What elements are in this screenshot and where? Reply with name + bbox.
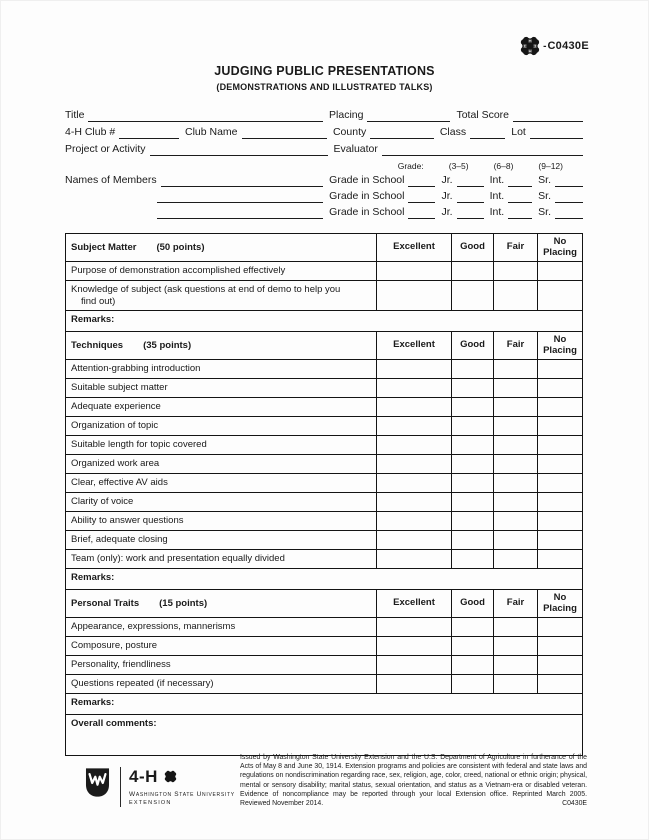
grade-blank[interactable] [408,206,435,219]
total-score-label: Total Score [456,109,509,121]
section-points: (50 points) [156,242,205,253]
rating-cell-no-placing[interactable] [538,474,583,493]
criterion-row [66,512,583,531]
rating-cell-excellent[interactable] [377,493,452,512]
criterion-row [66,675,583,694]
criterion-row [66,618,583,637]
member-name-blank[interactable] [157,206,323,219]
rating-cell-good[interactable] [452,550,494,569]
section-header-row [66,332,583,360]
placing-blank[interactable] [367,109,450,122]
rating-cell-no-placing[interactable] [538,455,583,474]
university-name: Washington State University [129,791,235,798]
rating-cell-no-placing[interactable] [538,550,583,569]
rating-header-no-placing: No Placing [538,590,583,618]
footer-publication-code: C0430E [558,799,587,808]
rating-cell-fair[interactable] [494,656,538,675]
form-subtitle: (DEMONSTRATIONS AND ILLUSTRATED TALKS) [216,82,433,92]
title-label: Title [65,109,85,121]
overall-comments-cell[interactable]: Overall comments: [66,715,583,756]
total-score-blank[interactable] [513,109,583,122]
criterion-row [66,281,583,311]
criterion-row [66,493,583,512]
criterion-label: Questions repeated (if necessary) [66,675,377,694]
rating-cell-excellent[interactable] [377,455,452,474]
criterion-row [66,550,583,569]
section-name: Personal Traits [71,598,140,609]
judging-table-body [66,234,583,756]
rating-cell-good[interactable] [452,417,494,436]
rating-cell-no-placing[interactable] [538,675,583,694]
section-name: Techniques [71,340,124,351]
club-number-label: 4-H Club # [65,126,116,138]
rating-cell-good[interactable] [452,675,494,694]
int-label: Int. [489,174,505,186]
lot-blank[interactable] [530,126,583,139]
rating-cell-fair[interactable] [494,637,538,656]
project-blank[interactable] [150,143,328,156]
grade-key-row [65,158,583,171]
rating-cell-good[interactable] [452,656,494,675]
club-name-label: Club Name [185,126,238,138]
criterion-row [66,379,583,398]
rating-cell-no-placing[interactable] [538,618,583,637]
criterion-label: Clarity of voice [66,493,377,512]
rating-cell-good[interactable] [452,360,494,379]
field-row-1 [65,105,583,122]
criterion-label: Organized work area [66,455,377,474]
wsu-shield-icon [84,767,111,798]
grade-range-senior: (9–12) [538,161,563,171]
jr-label: Jr. [441,206,453,218]
rating-header-excellent: Excellent [377,234,452,262]
sr-label: Sr. [538,174,551,186]
rating-cell-good[interactable] [452,398,494,417]
svg-text:H: H [532,44,538,48]
grade-range-junior: (3–5) [448,161,469,171]
grade-in-school-label: Grade in School [329,174,405,186]
rating-cell-excellent[interactable] [377,618,452,637]
criterion-row [66,417,583,436]
rating-cell-good[interactable] [452,637,494,656]
rating-cell-excellent[interactable] [377,637,452,656]
rating-cell-no-placing[interactable] [538,656,583,675]
rating-header-fair: Fair [494,234,538,262]
criterion-label: Ability to answer questions [66,512,377,531]
rating-cell-fair[interactable] [494,455,538,474]
rating-cell-fair[interactable] [494,360,538,379]
criterion-label: Composure, posture [66,637,377,656]
rating-cell-good[interactable] [452,262,494,281]
sr-label: Sr. [538,190,551,202]
rating-cell-excellent[interactable] [377,656,452,675]
remarks-row [66,694,583,715]
rating-header-excellent: Excellent [377,332,452,360]
rating-header-good: Good [452,234,494,262]
rating-header-excellent: Excellent [377,590,452,618]
member-row-3 [65,203,583,219]
jr-blank[interactable] [457,174,484,187]
jr-label: Jr. [441,190,453,202]
svg-text:H: H [528,48,532,54]
remarks-row [66,311,583,332]
legal-text: Issued by Washington State University Extension and the U.S. Department of Agriculture in furtherance of the Acts of May 8 and June 30, 1914. Extension programs and policies are consistent with federal and state laws and regulations on nondiscrimination regarding race, sex, religion, age, color, creed, national or ethnic origin; physical, mental or sensory disability; marital status, sexual orientation, and status as a Vietnam-era or disabled veteran. Evidence of noncompliance may be reported through your local Extension office. Reprinted March 2005. Reviewed November 2014. [240,754,587,807]
rating-cell-good[interactable] [452,493,494,512]
rating-cell-excellent[interactable] [377,379,452,398]
logo-text-block [129,767,235,806]
section-points: (35 points) [143,340,192,351]
overall-comments-row [66,715,583,756]
section-header-row [66,234,583,262]
rating-cell-no-placing[interactable] [538,637,583,656]
grade-key-label: Grade: [397,161,424,171]
criterion-row [66,656,583,675]
evaluator-blank[interactable] [382,143,583,156]
rating-cell-good[interactable] [452,474,494,493]
rating-header-no-placing: No Placing [538,234,583,262]
rating-cell-excellent[interactable] [377,360,452,379]
criterion-label: Team (only): work and presentation equally divided [66,550,377,569]
rating-cell-excellent[interactable] [377,417,452,436]
rating-cell-fair[interactable] [494,618,538,637]
club-number-blank[interactable] [119,126,179,139]
grade-in-school-label: Grade in School [329,206,405,218]
rating-cell-fair[interactable] [494,436,538,455]
rating-header-no-placing: No Placing [538,332,583,360]
criterion-row [66,398,583,417]
int-label: Int. [489,206,505,218]
int-blank[interactable] [508,206,532,219]
int-blank[interactable] [508,190,532,203]
rating-cell-excellent[interactable] [377,550,452,569]
rating-cell-fair[interactable] [494,550,538,569]
criterion-label: Attention-grabbing introduction [66,360,377,379]
member-row-2 [65,187,583,203]
criterion-row [66,474,583,493]
jr-label: Jr. [441,174,453,186]
rating-cell-good[interactable] [452,618,494,637]
header-fields [65,105,583,219]
criterion-label: Personality, friendliness [66,656,377,675]
rating-cell-excellent[interactable] [377,262,452,281]
field-row-2 [65,122,583,139]
rating-header-fair: Fair [494,332,538,360]
rating-cell-fair[interactable] [494,281,538,311]
remarks-cell[interactable]: Remarks: [66,311,583,332]
rating-cell-good[interactable] [452,455,494,474]
criterion-label: Organization of topic [66,417,377,436]
section-title-cell [66,590,377,618]
int-label: Int. [489,190,505,202]
member-row-1 [65,171,583,187]
jr-blank[interactable] [457,190,484,203]
remarks-row [66,569,583,590]
placing-label: Placing [329,109,364,121]
four-h-clover-icon [163,769,178,784]
class-blank[interactable] [470,126,505,139]
remarks-cell[interactable]: Remarks: [66,694,583,715]
rating-header-good: Good [452,332,494,360]
criterion-row [66,455,583,474]
rating-cell-excellent[interactable] [377,474,452,493]
footer-legal [240,753,587,808]
rating-cell-no-placing[interactable] [538,436,583,455]
criterion-label: Brief, adequate closing [66,531,377,550]
rating-cell-excellent[interactable] [377,436,452,455]
rating-cell-no-placing[interactable] [538,262,583,281]
criterion-label: Suitable subject matter [66,379,377,398]
criterion-row [66,637,583,656]
rating-cell-good[interactable] [452,531,494,550]
footer-logo-block [84,767,235,807]
top-code-block [518,34,589,58]
names-of-members-label: Names of Members [65,174,157,186]
rating-cell-no-placing[interactable] [538,379,583,398]
rating-cell-fair[interactable] [494,262,538,281]
section-points: (15 points) [159,598,208,609]
rating-cell-excellent[interactable] [377,531,452,550]
svg-text:H: H [528,38,532,44]
criterion-label: Purpose of demonstration accomplished effectively [66,262,377,281]
criterion-label: Appearance, expressions, mannerisms [66,618,377,637]
rating-cell-no-placing[interactable] [538,360,583,379]
member-indent [65,218,153,219]
rating-header-good: Good [452,590,494,618]
rating-header-fair: Fair [494,590,538,618]
section-title-cell [66,234,377,262]
judging-table [65,233,583,756]
section-title-cell [66,332,377,360]
dash-mark: - [543,40,547,52]
form-title: JUDGING PUBLIC PRESENTATIONS [214,64,435,78]
grade-blank[interactable] [408,174,435,187]
rating-cell-fair[interactable] [494,493,538,512]
criterion-label: Clear, effective AV aids [66,474,377,493]
rating-cell-fair[interactable] [494,417,538,436]
rating-cell-fair[interactable] [494,379,538,398]
rating-cell-no-placing[interactable] [538,398,583,417]
lot-label: Lot [511,126,526,138]
rating-cell-excellent[interactable] [377,281,452,311]
county-blank[interactable] [370,126,434,139]
club-name-blank[interactable] [242,126,327,139]
member-indent [65,202,153,203]
rating-cell-excellent[interactable] [377,398,452,417]
rating-cell-excellent[interactable] [377,512,452,531]
grade-in-school-label: Grade in School [329,190,405,202]
jr-blank[interactable] [457,206,484,219]
publication-code: C0430E [547,40,589,52]
remarks-cell[interactable]: Remarks: [66,569,583,590]
member-name-blank[interactable] [161,174,324,187]
rating-cell-fair[interactable] [494,675,538,694]
grade-blank[interactable] [408,190,435,203]
evaluator-label: Evaluator [333,143,378,155]
fourh-wordmark: 4-H [129,766,158,786]
svg-text:H: H [522,44,528,48]
class-label: Class [439,126,467,138]
rating-cell-no-placing[interactable] [538,417,583,436]
sr-blank[interactable] [555,190,583,203]
rating-cell-fair[interactable] [494,398,538,417]
rating-cell-fair[interactable] [494,512,538,531]
rating-cell-good[interactable] [452,379,494,398]
rating-cell-fair[interactable] [494,531,538,550]
sr-blank[interactable] [555,174,583,187]
criterion-label: Knowledge of subject (ask questions at end of demo to help you find out) [66,281,377,311]
project-label: Project or Activity [65,143,146,155]
criterion-label: Adequate experience [66,398,377,417]
section-header-row [66,590,583,618]
rating-cell-no-placing[interactable] [538,531,583,550]
rating-cell-no-placing[interactable] [538,512,583,531]
criterion-row [66,262,583,281]
int-blank[interactable] [508,174,532,187]
logo-divider [120,767,121,807]
criterion-row [66,360,583,379]
extension-label: EXTENSION [129,800,172,806]
rating-cell-excellent[interactable] [377,675,452,694]
member-name-blank[interactable] [157,190,323,203]
four-h-clover-icon [518,34,542,58]
criterion-row [66,531,583,550]
rating-cell-good[interactable] [452,512,494,531]
sr-label: Sr. [538,206,551,218]
grade-range-intermediate: (6–8) [493,161,514,171]
rating-cell-good[interactable] [452,281,494,311]
sr-blank[interactable] [555,206,583,219]
rating-cell-no-placing[interactable] [538,493,583,512]
rating-cell-no-placing[interactable] [538,281,583,311]
title-blank[interactable] [88,109,323,122]
rating-cell-good[interactable] [452,436,494,455]
criterion-label: Suitable length for topic covered [66,436,377,455]
criterion-row [66,436,583,455]
field-row-3 [65,139,583,156]
rating-cell-fair[interactable] [494,474,538,493]
county-label: County [332,126,367,138]
section-name: Subject Matter [71,242,137,253]
